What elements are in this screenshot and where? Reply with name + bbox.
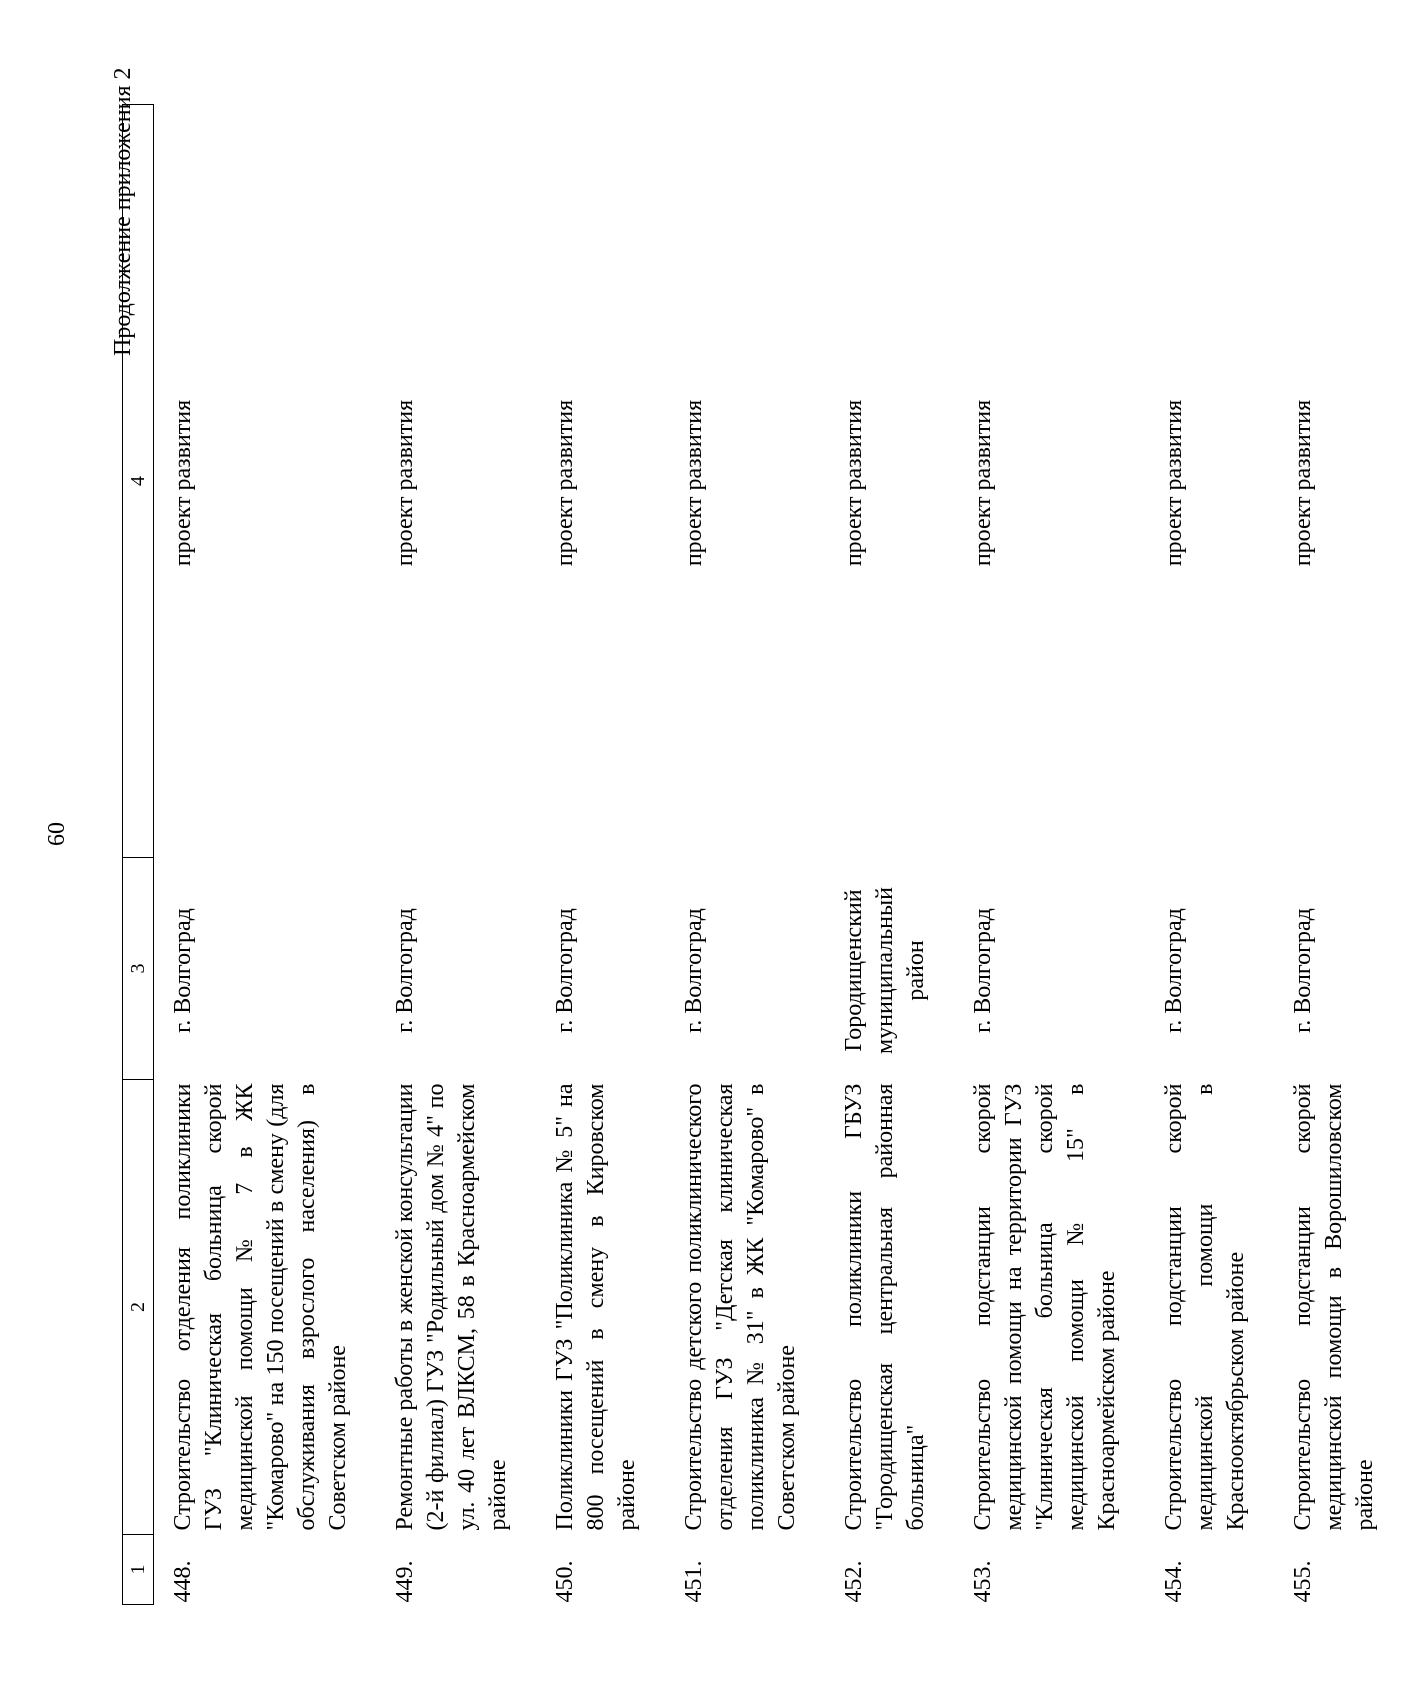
- appendix-caption: Продолжение приложения 2: [110, 67, 136, 356]
- project-name: Поликлиники ГУЗ "Поликлиника № 5" на 800 посещений в смену в Кировском районе: [552, 1083, 640, 1531]
- table-row: [154, 105, 377, 1605]
- row-number: 452.: [841, 1560, 867, 1603]
- row-number: 450.: [552, 1560, 578, 1603]
- project-type: проект развития: [841, 399, 867, 567]
- project-name: Строительство отделения поликлиники ГУЗ "Клиническая больница скорой медицинской помощи № 7 в ЖК "Комарово" на 150 посещений в смену (для обслуживания взрослого населения) в Советском районе: [170, 1083, 351, 1531]
- project-type: проект развития: [170, 399, 196, 567]
- project-name: Строительство поликлиники ГБУЗ "Городищенская центральная районная больница": [841, 1083, 929, 1531]
- project-name: Строительство подстанции скорой медицинской помощи на территории ГУЗ "Клиническая больница скорой медицинской помощи № 15" в Красноармейском районе: [970, 1083, 1120, 1531]
- table-row: [825, 105, 954, 1605]
- table-row: [665, 105, 825, 1605]
- project-location: г. Волгоград: [970, 908, 996, 1033]
- row-number: 453.: [970, 1560, 996, 1603]
- project-location: г. Волгоград: [170, 908, 196, 1033]
- project-name: Строительство детского поликлинического отделения ГУЗ "Детская клиническая поликлиника № 31" в ЖК "Комарово" в Советском районе: [681, 1083, 800, 1531]
- project-location: г. Волгоград: [1161, 908, 1187, 1033]
- project-location: г. Волгоград: [392, 908, 418, 1033]
- project-type: проект развития: [552, 399, 578, 567]
- row-number: 448.: [170, 1560, 196, 1603]
- column-header-3: 3: [123, 858, 154, 1080]
- table-row: [376, 105, 536, 1605]
- rotated-table-block: [122, 105, 1403, 1605]
- row-number: 451.: [681, 1560, 707, 1603]
- row-number: 449.: [392, 1560, 418, 1603]
- row-number: 455.: [1290, 1560, 1316, 1603]
- page-number: 60: [44, 822, 70, 846]
- project-location: г. Волгоград: [552, 908, 578, 1033]
- project-name: Строительство подстанции скорой медицинской помощи в Ворошиловском районе: [1290, 1083, 1378, 1531]
- table-header: [123, 105, 154, 1605]
- table-row: [1274, 105, 1403, 1605]
- table-row: [536, 105, 665, 1605]
- project-type: проект развития: [681, 399, 707, 567]
- table-row: [954, 105, 1145, 1605]
- project-type: проект развития: [392, 399, 418, 567]
- table-body: [154, 105, 1403, 1605]
- table-row: [1145, 105, 1274, 1605]
- project-type: проект развития: [970, 399, 996, 567]
- column-header-4: 4: [123, 105, 154, 858]
- project-type: проект развития: [1290, 399, 1316, 567]
- projects-table: [122, 104, 1403, 1605]
- column-header-1: 1: [123, 1535, 154, 1605]
- column-header-2: 2: [123, 1080, 154, 1535]
- project-location: г. Волгоград: [1290, 908, 1316, 1033]
- project-location: г. Волгоград: [681, 908, 707, 1033]
- row-number: 454.: [1161, 1560, 1187, 1603]
- project-location: Городищенский муниципальный район: [841, 887, 929, 1055]
- project-type: проект развития: [1161, 399, 1187, 567]
- project-name: Ремонтные работы в женской консультации (2-й филиал) ГУЗ "Родильный дом № 4" по ул. 40 лет ВЛКСМ, 58 в Красноармейском районе: [392, 1083, 511, 1531]
- project-name: Строительство подстанции скорой медицинской помощи в Краснооктябрьском районе: [1161, 1083, 1249, 1531]
